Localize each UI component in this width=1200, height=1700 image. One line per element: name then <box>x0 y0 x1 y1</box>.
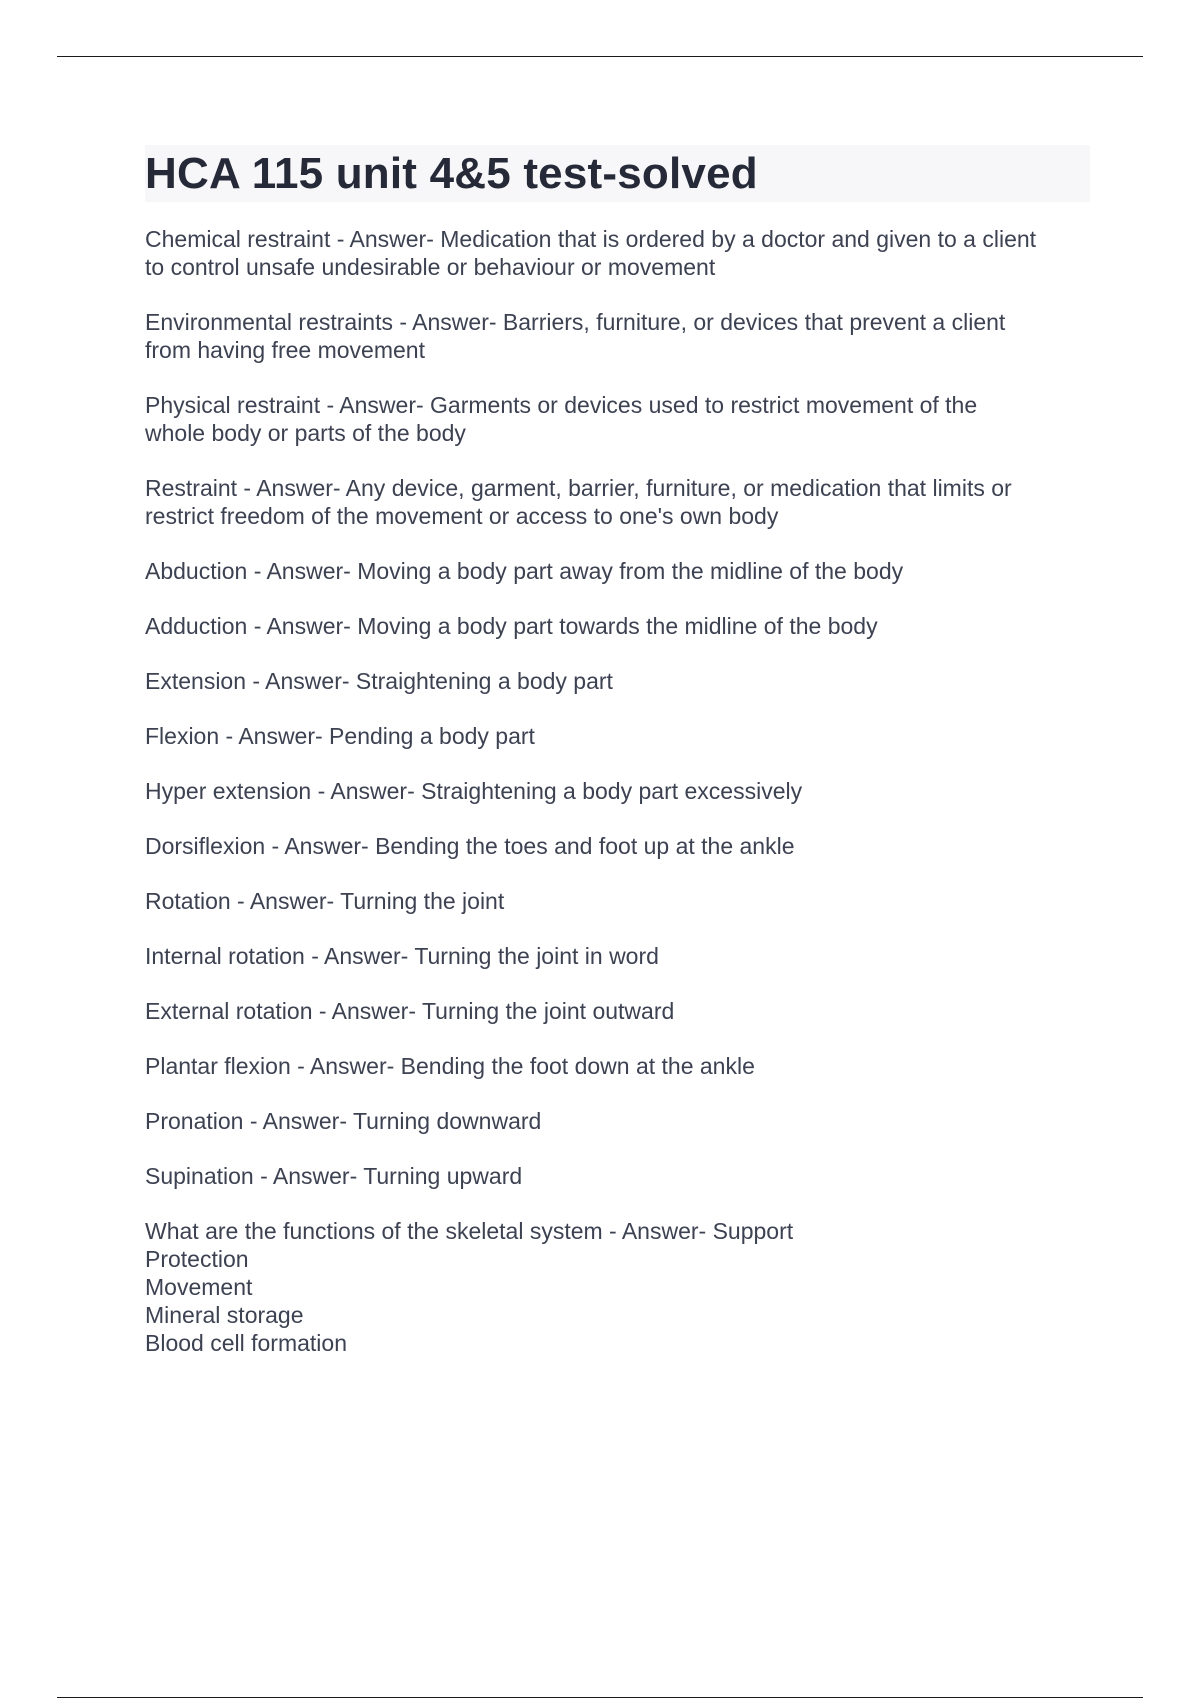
qa-item-rotation: Rotation - Answer- Turning the joint <box>145 888 505 914</box>
title-bar <box>145 145 1090 202</box>
qa-item-chemical-restraint: Chemical restraint - Answer- Medication that is ordered by a doctor and given to a client to control unsafe undesirable or behaviour or movement <box>145 226 1037 280</box>
qa-item-environmental-restraints: Environmental restraints - Answer- Barriers, furniture, or devices that prevent a client from having free movement <box>145 309 1006 363</box>
qa-item-hyper-extension: Hyper extension - Answer- Straightening a body part excessively <box>145 778 803 804</box>
qa-item-pronation: Pronation - Answer- Turning downward <box>145 1108 542 1134</box>
document-title: HCA 115 unit 4&5 test-solved <box>145 149 758 198</box>
qa-item-flexion: Flexion - Answer- Pending a body part <box>145 723 535 749</box>
qa-item-extension: Extension - Answer- Straightening a body part <box>145 668 613 694</box>
top-divider <box>57 56 1143 57</box>
qa-item-dorsiflexion: Dorsiflexion - Answer- Bending the toes and foot up at the ankle <box>145 833 795 859</box>
qa-list <box>145 225 1090 1357</box>
qa-item-external-rotation: External rotation - Answer- Turning the joint outward <box>145 998 675 1024</box>
qa-item-supination: Supination - Answer- Turning upward <box>145 1163 523 1189</box>
qa-item-physical-restraint: Physical restraint - Answer- Garments or devices used to restrict movement of the whole body or parts of the body <box>145 392 978 446</box>
qa-item-skeletal-functions: What are the functions of the skeletal system - Answer- Support Protection Movement Mineral storage Blood cell formation <box>145 1218 794 1356</box>
qa-item-abduction: Abduction - Answer- Moving a body part away from the midline of the body <box>145 558 904 584</box>
qa-item-adduction: Adduction - Answer- Moving a body part towards the midline of the body <box>145 613 878 639</box>
qa-item-plantar-flexion: Plantar flexion - Answer- Bending the foot down at the ankle <box>145 1053 755 1079</box>
qa-item-restraint: Restraint - Answer- Any device, garment, barrier, furniture, or medication that limits or restrict freedom of the movement or access to one's own body <box>145 475 1012 529</box>
qa-item-internal-rotation: Internal rotation - Answer- Turning the joint in word <box>145 943 659 969</box>
bottom-divider <box>57 1697 1143 1698</box>
document-body <box>145 145 1090 1384</box>
